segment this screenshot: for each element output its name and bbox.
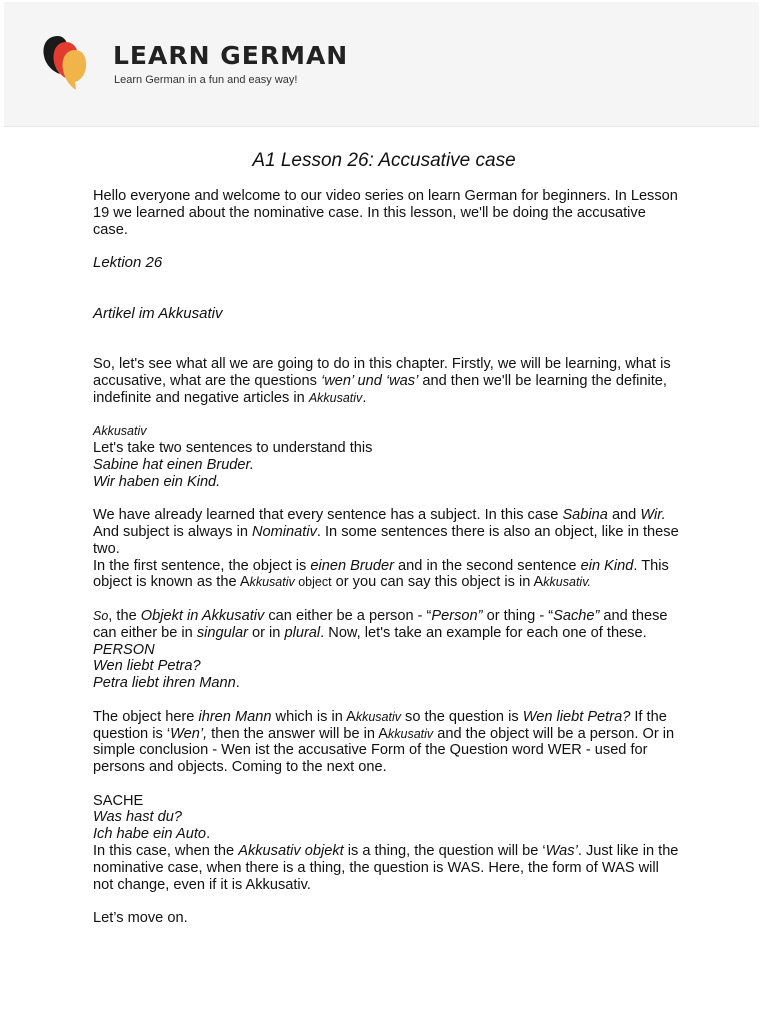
intro-paragraph: Hello everyone and welcome to our video series on learn German for beginners. In Lesson 19 we learned about the nominative case. In this lesson, we'll be doing the accusative case. xyxy=(93,188,678,238)
site-header xyxy=(4,2,759,127)
example-sentence-1: Sabine hat einen Bruder. xyxy=(93,456,254,473)
example-sentence-2: Wir haben ein Kind. xyxy=(93,473,221,490)
sache-answer: Ich habe ein Auto. xyxy=(93,826,211,843)
speech-bubble-logo-icon[interactable] xyxy=(40,34,90,92)
sache-label: SACHE xyxy=(93,792,144,809)
overview-paragraph: So, let's see what all we are going to do in this chapter. Firstly, we will be learning, what is accusative, what are the questions ‘wen’ und ‘was’ and then we'll be learning the definite, indefinite and negative articles in Akkusativ. xyxy=(93,355,671,406)
person-answer: Petra liebt ihren Mann. xyxy=(93,675,240,692)
object-paragraph: In the first sentence, the object is einen Bruder and in the second sentence ein Kind. This object is known as the Akkusativ object or you can say this object is in Akkusativ. xyxy=(93,557,669,591)
wen-explanation-paragraph: The object here ihren Mann which is in Akkusativ so the question is Wen liebt Petra? If the question is ‘Wen’, then the answer will be in Akkusativ and the object will be a person. Or in simple conclusion - Wen ist the accusative Form of the Question word WER - used for persons and objects. Coming to the next one. xyxy=(93,708,675,776)
sache-question: Was hast du? xyxy=(93,809,182,826)
akkusativ-label: Akkusativ xyxy=(93,424,147,439)
was-explanation-paragraph: In this case, when the Akkusativ objekt is a thing, the question will be ‘Was’. Just like in the nominative case, when there is a thing, the question is WAS. Here, the form of WAS will not change, even if it is Akkusativ. xyxy=(93,843,679,893)
lektion-heading: Lektion 26 xyxy=(93,254,163,272)
brand-tagline: Learn German in a fun and easy way! xyxy=(114,74,298,86)
article-body xyxy=(93,188,683,927)
person-question: Wen liebt Petra? xyxy=(93,658,201,675)
page-title: A1 Lesson 26: Accusative case xyxy=(252,150,516,171)
person-thing-paragraph: So, the Objekt in Akkusativ can either be a person - “Person” or thing - “Sache” and these can either be in singular or in plural. Now, let's take an example for each one of these. xyxy=(93,607,668,641)
outro-paragraph: Let’s move on. xyxy=(93,910,188,927)
person-label: PERSON xyxy=(93,641,155,658)
artikel-heading: Artikel im Akkusativ xyxy=(93,304,223,322)
example-intro: Let's take two sentences to understand this xyxy=(93,439,373,456)
brand-name[interactable]: LEARN GERMAN xyxy=(113,41,349,70)
subject-paragraph: We have already learned that every sentence has a subject. In this case Sabina and Wir. And subject is always in Nominativ. In some sentences there is also an object, like in these two. xyxy=(93,507,679,557)
